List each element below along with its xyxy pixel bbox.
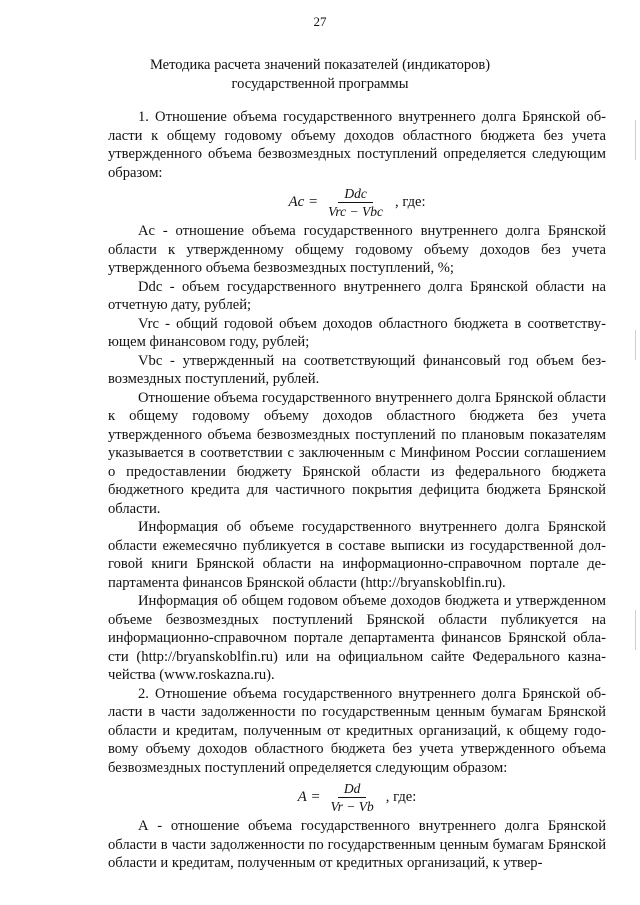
formula-a-numerator: Dd — [338, 781, 367, 798]
paragraph-2: 2. Отношение объема государственного внутреннего долга Брянской области в части задолженности по государственным ценным бумагам Брянской области и кредитам, полученным от кредитных организаций, к общему годовому объему доходов областного бюджета без учета утвержденного объема безвозмездных поступлений определяется следующим образом: — [108, 685, 606, 776]
scan-edge-mark — [635, 330, 636, 360]
title-line-1: Методика расчета значений показателей (индикаторов) — [149, 57, 491, 73]
formula-ac-denominator: Vrc − Vbc — [328, 203, 384, 219]
paragraph-revenue-info: Информация об общем годовом объеме доходов бюджета и утвержденном объеме безвозмездных поступлений Брянской области публикуется на информационно-справочном портале департамента финансов Брянской области (http://bryanskoblfin.ru) или на официальном сайте Федерального казначейства (www.roskazna.ru). — [108, 593, 606, 683]
paragraph-ddc-definition: Ddc - объем государственного внутреннего долга Брянской области на отчетную дату, рублей; — [108, 278, 606, 313]
paragraph-vrc-definition: Vrc - общий годовой объем доходов областного бюджета в соответствующем финансовом году, рублей; — [108, 315, 606, 350]
formula-ac-numerator: Ddc — [338, 186, 373, 203]
title-line-2: государственной программы — [231, 76, 409, 92]
formula-a-denominator: Vr − Vb — [330, 798, 374, 814]
paragraph-vbc-definition: Vbc - утвержденный на соответствующий финансовый год объем безвозмездных поступлений, рублей. — [108, 352, 606, 387]
formula-ac-lhs: Ac = — [288, 193, 319, 210]
paragraph-a-definition: А - отношение объема государственного внутреннего долга Брянской области в части задолженности по государственным ценным бумагам Брянской области и кредитам, полученным от кредитных организаций, к утвер- — [108, 818, 606, 871]
page-number: 27 — [313, 14, 327, 29]
formula-a-tail: , где: — [385, 788, 417, 805]
paragraph-planned-indicators: Отношение объема государственного внутреннего долга Брянской области к общему годовому объему доходов областного бюджета без учета утвержденного объема безвозмездных поступлений по плановым показателям указывается в соответствии с заключенным с Минфином России соглашением о предоставлении бюджету Брянской области из федерального бюджета бюджетного кредита для частичного покрытия дефицита бюджета Брянской области. — [108, 389, 606, 517]
formula-a — [108, 777, 606, 817]
formula-ac-fraction — [322, 186, 389, 219]
scan-edge-mark — [635, 120, 636, 160]
paragraph-ac-definition: Ac - отношение объема государственного внутреннего долга Брянской области к утвержденному общему годовому объему доходов без учета утвержденного объема безвозмездных поступлений, %; — [108, 223, 606, 276]
paragraph-1: 1. Отношение объема государственного внутреннего долга Брянской области к общему годовому объему доходов областного бюджета без учета утвержденного объема безвозмездных поступлений определяется следующим образом: — [108, 109, 606, 181]
formula-ac-tail: , где: — [395, 193, 426, 210]
scan-edge-mark — [635, 610, 636, 650]
section-title — [60, 56, 580, 94]
formula-a-lhs: A = — [297, 788, 321, 805]
formula-a-fraction — [324, 781, 379, 814]
formula-ac — [108, 182, 606, 222]
document-body — [108, 108, 606, 873]
paragraph-debt-info: Информация об объеме государственного внутреннего долга Брянской области ежемесячно публикуется в составе выписки из государственной долговой книги Брянской области на информационно-справочном портале департамента финансов Брянской области (http://bryanskoblfin.ru). — [108, 519, 606, 591]
